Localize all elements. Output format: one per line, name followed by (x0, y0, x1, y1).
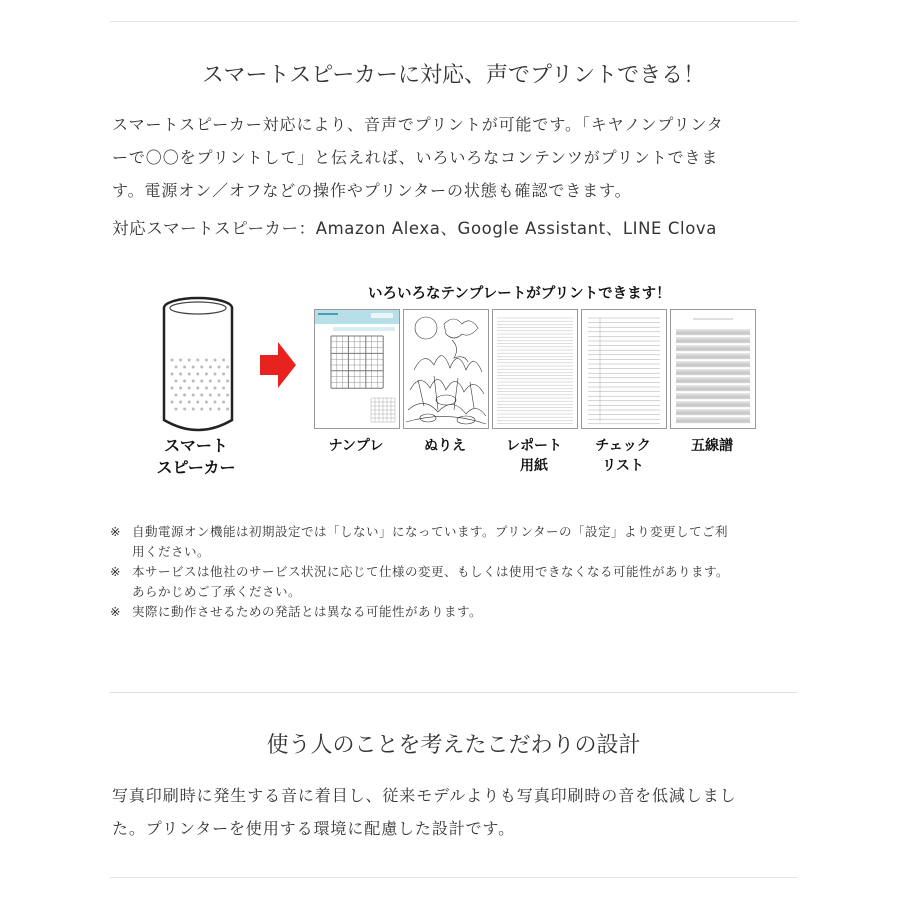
sudoku-puzzle-icon (315, 310, 399, 428)
template-label-line: レポート (506, 438, 562, 454)
template-label (489, 436, 579, 476)
section2-heading: 使う人のことを考えたこだわりの設計 (266, 733, 641, 758)
sudoku-template-thumbnail (314, 309, 400, 429)
note-mark: ※ (110, 564, 121, 579)
note-text (132, 522, 728, 562)
speaker-label (146, 435, 246, 479)
notes-list (110, 522, 800, 622)
note-line: 用ください。 (132, 544, 211, 559)
note-line: 自動電源オン機能は初期設定では「しない」になっています。プリンターの「設定」より変更してご利 (132, 524, 729, 539)
template-label-line: 用紙 (520, 458, 548, 474)
divider-middle (110, 692, 797, 693)
note-text (132, 602, 482, 622)
section1-paragraph (112, 108, 802, 207)
note-item (110, 522, 800, 562)
note-line: あらかじめご了承ください。 (132, 584, 302, 599)
figure-title: いろいろなテンプレートがプリントできます！ (368, 286, 671, 302)
supported-speakers: 対応スマートスピーカー：Amazon Alexa、Google Assistant、LINE Clova (112, 219, 717, 238)
paragraph-line: スマートスピーカー対応により、音声でプリントが可能です。「キヤノンプリンタ (112, 115, 724, 134)
note-item (110, 602, 800, 622)
paragraph-line: た。プリンターを使用する環境に配慮した設計です。 (112, 819, 516, 838)
note-mark: ※ (110, 524, 121, 539)
template-label-line: チェック (595, 438, 651, 454)
speaker-label-line: スピーカー (156, 458, 236, 477)
music-staff-paper-icon (671, 310, 755, 428)
note-line: 実際に動作させるための発話とは異なる可能性があります。 (132, 604, 483, 619)
paragraph-line: 写真印刷時に発生する音に着目し、従来モデルよりも写真印刷時の音を低減しまし (112, 786, 737, 805)
note-item (110, 562, 800, 602)
template-label (667, 436, 757, 456)
template-label (578, 436, 668, 476)
note-mark: ※ (110, 604, 121, 619)
coloring-template-thumbnail (403, 309, 489, 429)
note-text (132, 562, 729, 602)
ruled-report-paper-icon (493, 310, 577, 428)
template-label (311, 436, 401, 456)
note-line: 本サービスは他社のサービス状況に応じて仕様の変更、もしくは使用できなくなる可能性があります。 (132, 564, 730, 579)
checklist-icon (582, 310, 666, 428)
speaker-label-line: スマート (164, 436, 228, 455)
red-arrow-icon (258, 340, 298, 390)
template-label-line: ナンプレ (328, 438, 384, 454)
staff-template-thumbnail (670, 309, 756, 429)
paragraph-line: す。電源オン／オフなどの操作やプリンターの状態も確認できます。 (112, 181, 632, 200)
template-label-line: ぬりえ (424, 438, 466, 454)
template-figure (0, 270, 900, 490)
divider-top (110, 21, 797, 22)
report-template-thumbnail (492, 309, 578, 429)
template-label (400, 436, 490, 456)
template-label-line: リスト (602, 458, 644, 474)
section1-heading: スマートスピーカーに対応、声でプリントできる！ (201, 63, 706, 88)
smart-speaker-icon (158, 294, 238, 434)
coloring-page-icon (404, 310, 488, 428)
divider-bottom (110, 877, 797, 878)
template-label-line: 五線譜 (691, 438, 733, 454)
paragraph-line: ーで〇〇をプリントして」と伝えれば、いろいろなコンテンツがプリントできま (112, 148, 719, 167)
checklist-template-thumbnail (581, 309, 667, 429)
section2-paragraph (112, 779, 802, 845)
